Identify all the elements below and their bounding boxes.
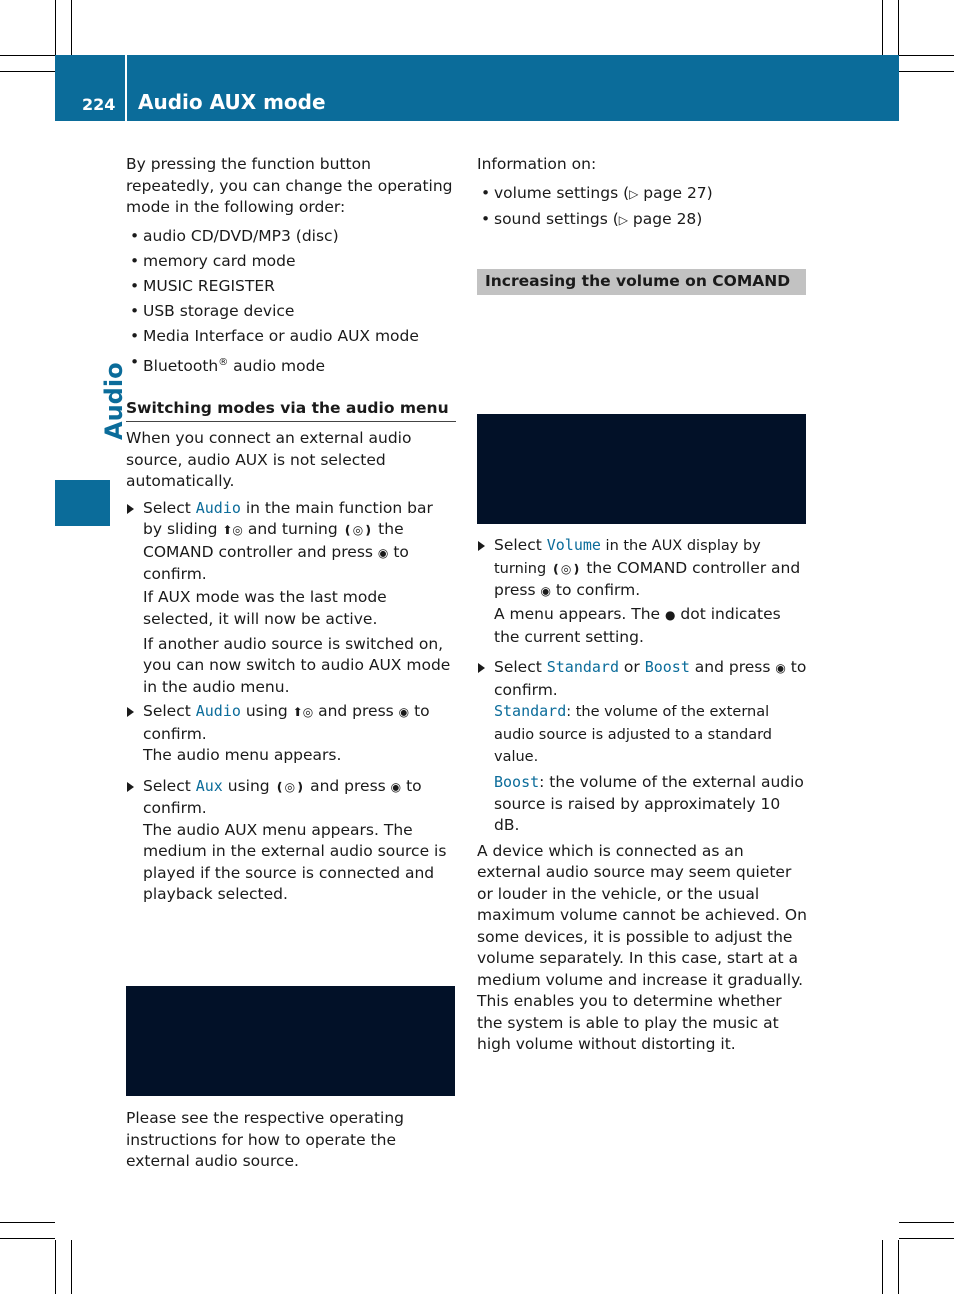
intro-text: By pressing the function button repeatedly, you can change the operating mode in the following order: [126, 155, 453, 216]
step-note: If AUX mode was the last mode selected, it will now be active. [143, 588, 387, 628]
crop-mark [882, 0, 883, 55]
turn-controller-icon: ❪◎❫ [274, 779, 306, 794]
step-select-audio [126, 701, 456, 767]
crop-mark [71, 1240, 72, 1294]
step-note: The audio menu appears. [143, 746, 342, 765]
bluetooth-label: Bluetooth [143, 357, 219, 376]
crop-mark [899, 55, 954, 56]
slide-controller-icon: ⬆◎ [222, 523, 243, 538]
term-standard: Standard [494, 702, 567, 720]
step-note: The audio AUX menu appears. The medium in the external audio source is played if the source is connected and playback selected. [143, 820, 447, 904]
crop-mark [55, 0, 56, 55]
page-title: Audio AUX mode [138, 90, 326, 114]
menu-item-aux: Aux [195, 776, 223, 795]
step-arrow-icon [127, 504, 134, 514]
registered-mark: ® [218, 357, 229, 368]
crop-mark [898, 1240, 899, 1294]
crop-mark [899, 1222, 954, 1223]
list-item: • MUSIC REGISTER [126, 276, 456, 298]
step-text: Select Aux using ❪◎❫ and press ◉ to confirm. [143, 776, 422, 818]
step-text: Select Audio in the main function bar by sliding ⬆◎ and turning ❪◎❫ the COMAND controller and press ◉ to confirm. [143, 498, 433, 584]
menu-item-audio: Audio [195, 498, 241, 517]
header-divider [125, 55, 127, 121]
side-tab-label: Audio [100, 362, 128, 440]
step-arrow-icon [127, 707, 134, 717]
page-ref-arrow-icon: ▷ [618, 212, 628, 227]
step-select-volume [477, 535, 807, 648]
side-tab [55, 480, 110, 526]
term-boost: Boost [494, 773, 540, 791]
step-select-aux [126, 776, 456, 906]
step-arrow-icon [478, 541, 485, 551]
page-number: 224 [82, 95, 116, 114]
bluetooth-rest: audio mode [228, 357, 326, 376]
crop-mark [899, 71, 954, 72]
crop-mark [0, 55, 55, 56]
section-heading: Increasing the volume on COMAND [477, 269, 806, 295]
definition-standard: Standard: the volume of the external audio source is adjusted to a standard value. [494, 702, 772, 765]
menu-item-volume: Volume [546, 536, 601, 554]
display-screenshot [477, 414, 806, 524]
step-text: Select Standard or Boost and press ◉ to confirm. [494, 658, 807, 699]
list-item: • sound settings (▷ page 28) [477, 209, 807, 232]
crop-mark [0, 1222, 55, 1223]
section-subheading: Switching modes via the audio menu [126, 398, 456, 423]
crop-mark [0, 71, 55, 72]
left-column [126, 154, 456, 906]
press-controller-icon: ◉ [540, 584, 551, 598]
turn-controller-icon: ❪◎❫ [342, 523, 374, 538]
step-select-audio-main [126, 498, 456, 699]
menu-item-boost: Boost [644, 658, 690, 676]
crop-mark [55, 1240, 56, 1294]
step-text: Select Audio using ⬆◎ and press ◉ to confirm. [143, 702, 430, 743]
press-controller-icon: ◉ [775, 661, 786, 675]
list-item: • volume settings (▷ page 27) [477, 183, 807, 206]
crop-mark [898, 0, 899, 55]
step-arrow-icon [127, 782, 134, 792]
menu-item-audio: Audio [195, 702, 241, 721]
crop-mark [899, 1238, 954, 1239]
dot-icon: ● [665, 608, 676, 622]
list-item [126, 352, 456, 378]
right-column-steps [477, 535, 807, 1056]
definition-boost: Boost: the volume of the external audio source is raised by approximately 10 dB. [494, 773, 804, 834]
list-item: • Media Interface or audio AUX mode [126, 326, 456, 348]
right-column-top [477, 154, 807, 231]
crop-mark [882, 1240, 883, 1294]
left-outro [126, 1108, 456, 1173]
slide-controller-icon: ⬆◎ [292, 705, 314, 720]
step-arrow-icon [478, 663, 485, 673]
outro-text: Please see the respective operating instructions for how to operate the external audio source. [126, 1109, 405, 1170]
press-controller-icon: ◉ [390, 779, 402, 794]
step-note: If another audio source is switched on, you can now switch to audio AUX mode in the audio menu. [143, 634, 451, 696]
page-ref-arrow-icon: ▷ [629, 186, 639, 201]
display-screenshot [126, 986, 455, 1096]
press-controller-icon: ◉ [377, 545, 389, 560]
list-item: • memory card mode [126, 251, 456, 273]
turn-controller-icon: ❪◎❫ [550, 561, 582, 576]
info-heading: Information on: [477, 155, 597, 173]
step-select-standard-boost [477, 657, 807, 837]
menu-item-standard: Standard [546, 658, 619, 676]
outro-text: A device which is connected as an external audio source may seem quieter or louder in the vehicle, or the usual maximum volume cannot be achieved. On some devices, it is possible to adjust the volume separately. In this case, start at a medium volume and increase it gradually. This enables you to determine whether the system is able to play the music at high volume without distorting it. [477, 841, 807, 1053]
list-item: • audio CD/DVD/MP3 (disc) [126, 226, 456, 248]
connect-text: When you connect an external audio source, audio AUX is not selected automatically. [126, 429, 412, 491]
crop-mark [0, 1238, 55, 1239]
step-text: Select Volume in the AUX display by turning ❪◎❫ the COMAND controller and press ◉ to confirm. [494, 536, 801, 599]
list-item: • USB storage device [126, 301, 456, 323]
step-note: A menu appears. The ● dot indicates the current setting. [494, 605, 781, 646]
press-controller-icon: ◉ [398, 705, 410, 720]
crop-mark [71, 0, 72, 55]
